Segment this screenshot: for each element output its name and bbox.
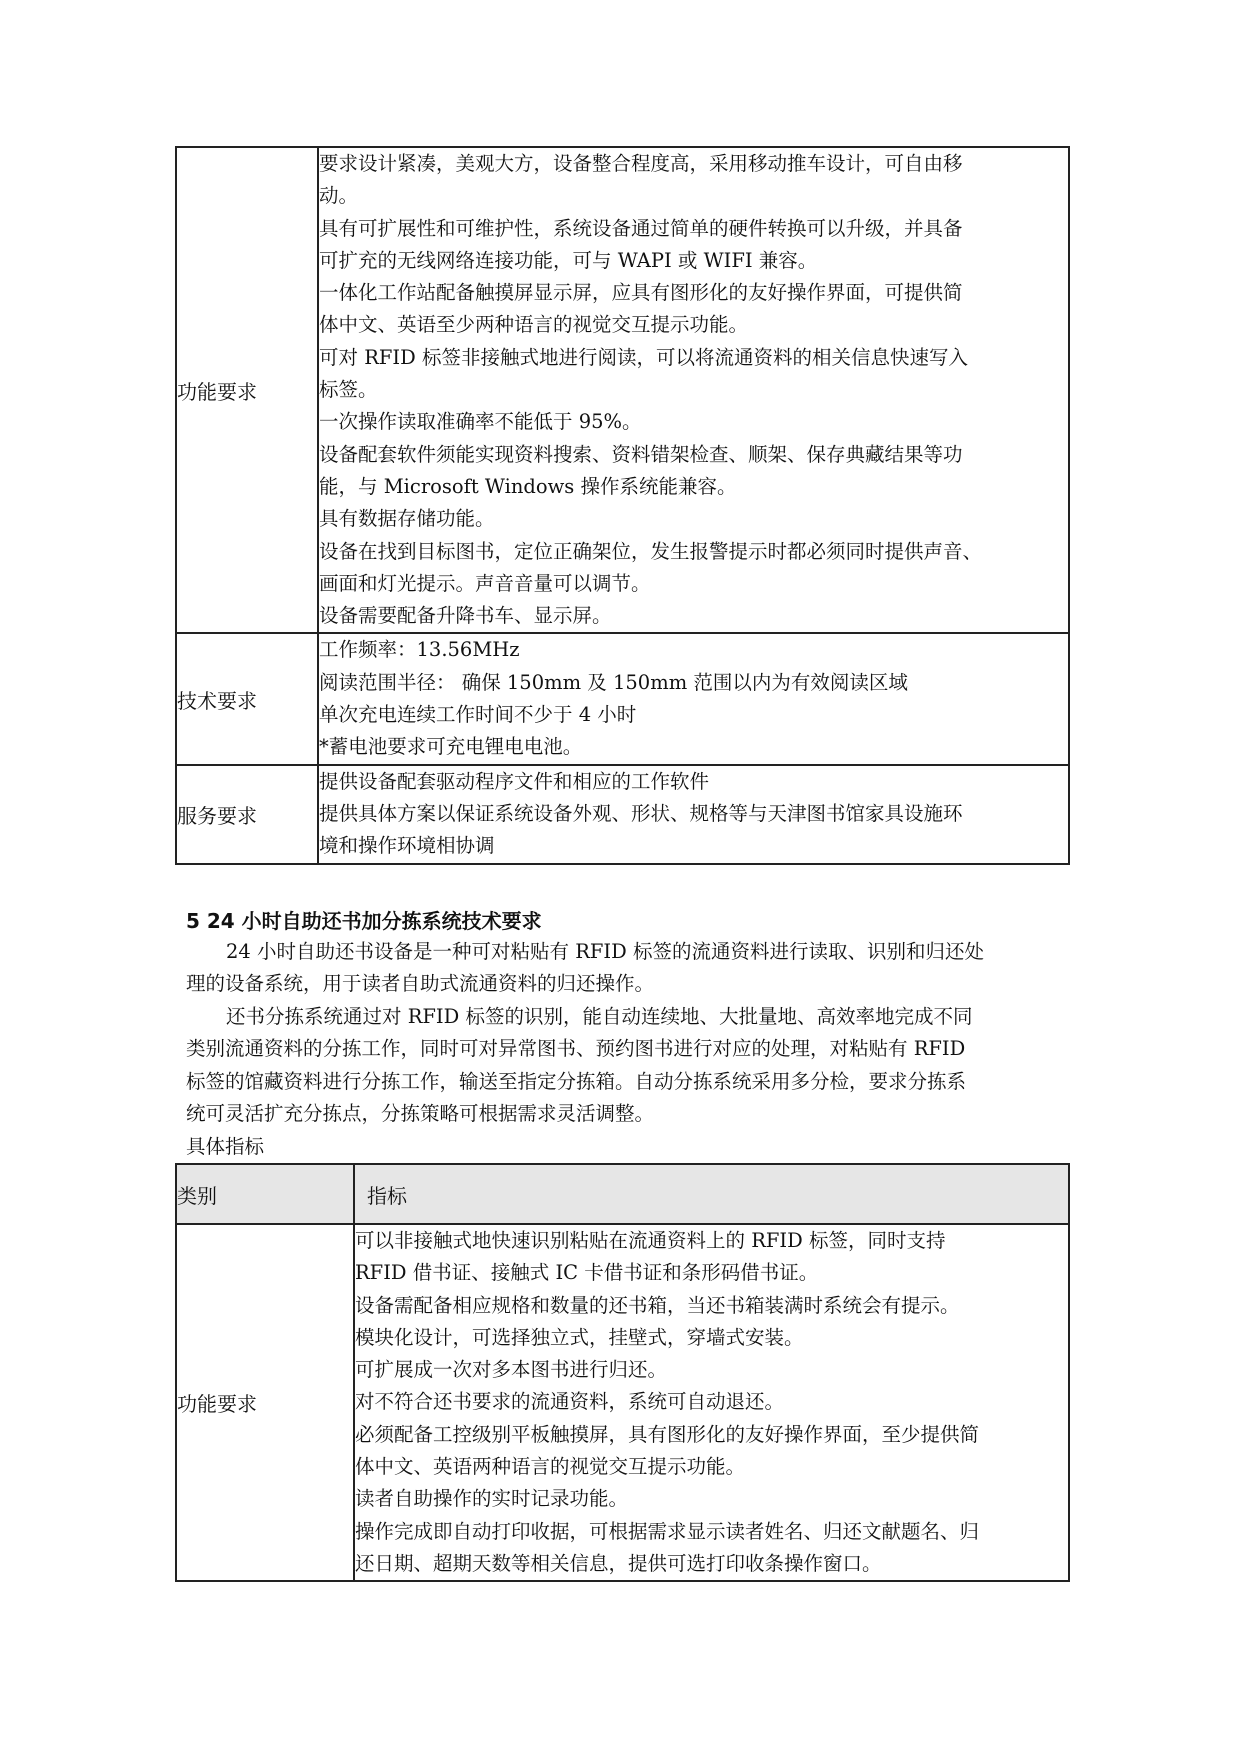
requirement-line: 设备配套软件须能实现资料搜索、资料错架检查、顺架、保存典藏结果等功 <box>319 442 963 466</box>
requirement-line: 动。 <box>319 184 359 208</box>
requirement-line: 阅读范围半径： 确保 150mm 及 150mm 范围以内为有效阅读区域 <box>319 670 908 694</box>
requirement-line: 可对 RFID 标签非接触式地进行阅读，可以将流通资料的相关信息快速写入 <box>319 345 968 369</box>
row-category: 功能要求 <box>176 1224 354 1581</box>
requirement-line: 可扩充的无线网络连接功能，可与 WAPI 或 WIFI 兼容。 <box>319 248 818 272</box>
requirement-line: 具有数据存储功能。 <box>319 507 495 531</box>
requirement-line: *蓄电池要求可充电锂电电池。 <box>319 735 583 759</box>
table-row <box>176 765 1069 864</box>
requirement-line: 画面和灯光提示。声音音量可以调节。 <box>319 571 651 595</box>
requirement-line: 一体化工作站配备触摸屏显示屏，应具有图形化的友好操作界面，可提供简 <box>319 281 963 305</box>
table-header-row <box>176 1164 1069 1224</box>
requirement-line: RFID 借书证、接触式 IC 卡借书证和条形码借书证。 <box>355 1261 819 1285</box>
requirement-line: 体中文、英语两种语言的视觉交互提示功能。 <box>355 1455 746 1479</box>
paragraph-line: 24 小时自助还书设备是一种可对粘贴有 RFID 标签的流通资料进行读取、识别和归还处 <box>226 940 984 963</box>
requirement-line: 标签。 <box>319 378 378 402</box>
section-heading: 5 24 小时自助还书加分拣系统技术要求 <box>186 909 542 933</box>
intro-paragraph <box>186 936 1056 1001</box>
requirement-line: 设备在找到目标图书，定位正确架位，发生报警提示时都必须同时提供声音、 <box>319 539 983 563</box>
paragraph-line: 理的设备系统，用于读者自助式流通资料的归还操作。 <box>186 972 655 996</box>
spec-table-1-body <box>176 147 1069 864</box>
requirement-line: 读者自助操作的实时记录功能。 <box>355 1487 629 1511</box>
table-row <box>176 633 1069 764</box>
requirement-line: 提供设备配套驱动程序文件和相应的工作软件 <box>319 769 710 793</box>
requirement-line: 对不符合还书要求的流通资料，系统可自动退还。 <box>355 1390 785 1414</box>
requirement-line: 工作频率：13.56MHz <box>319 638 520 662</box>
sorting-paragraph <box>186 1001 1056 1130</box>
table-row <box>176 1224 1069 1581</box>
requirement-line: 能，与 Microsoft Windows 操作系统能兼容。 <box>319 474 737 498</box>
spec-label: 具体指标 <box>186 1135 265 1158</box>
requirement-line: 操作完成即自动打印收据，可根据需求显示读者姓名、归还文献题名、归 <box>355 1519 980 1543</box>
row-category: 功能要求 <box>176 147 318 633</box>
requirement-line: 可扩展成一次对多本图书进行归还。 <box>355 1358 668 1382</box>
paragraph-line: 标签的馆藏资料进行分拣工作，输送至指定分拣箱。自动分拣系统采用多分检，要求分拣系 <box>186 1069 967 1093</box>
requirement-line: 提供具体方案以保证系统设备外观、形状、规格等与天津图书馆家具设施环 <box>319 801 963 825</box>
table-row <box>176 147 1069 633</box>
requirement-line: 一次操作读取准确率不能低于 95%。 <box>319 410 642 434</box>
header-indicator: 指标 <box>354 1164 1069 1224</box>
requirement-line: 还日期、超期天数等相关信息，提供可选打印收条操作窗口。 <box>355 1551 882 1575</box>
spec-table-1 <box>175 146 1070 865</box>
requirement-line: 必须配备工控级别平板触摸屏，具有图形化的友好操作界面，至少提供简 <box>355 1422 980 1446</box>
row-content <box>318 765 1069 864</box>
requirement-line: 具有可扩展性和可维护性，系统设备通过简单的硬件转换可以升级，并具备 <box>319 216 963 240</box>
requirement-line: 可以非接触式地快速识别粘贴在流通资料上的 RFID 标签，同时支持 <box>355 1229 946 1252</box>
requirement-line: 单次充电连续工作时间不少于 4 小时 <box>319 703 637 727</box>
requirement-line: 设备需要配备升降书车、显示屏。 <box>319 604 612 628</box>
paragraph-line: 统可灵活扩充分拣点，分拣策略可根据需求灵活调整。 <box>186 1101 655 1125</box>
paragraph-line: 还书分拣系统通过对 RFID 标签的识别，能自动连续地、大批量地、高效率地完成不同 <box>226 1005 973 1028</box>
row-category: 服务要求 <box>176 765 318 864</box>
requirement-line: 境和操作环境相协调 <box>319 834 495 858</box>
spec-table-2-body <box>176 1164 1069 1581</box>
row-category: 技术要求 <box>176 633 318 764</box>
requirement-line: 体中文、英语至少两种语言的视觉交互提示功能。 <box>319 313 749 337</box>
requirement-line: 设备需配备相应规格和数量的还书箱，当还书箱装满时系统会有提示。 <box>355 1293 960 1317</box>
spec-table-2 <box>175 1163 1070 1582</box>
row-content <box>318 633 1069 764</box>
row-content <box>318 147 1069 633</box>
requirement-line: 模块化设计，可选择独立式，挂壁式，穿墙式安装。 <box>355 1325 804 1349</box>
row-content <box>354 1224 1069 1581</box>
requirement-line: 要求设计紧凑，美观大方，设备整合程度高，采用移动推车设计，可自由移 <box>319 152 963 175</box>
paragraph-line: 类别流通资料的分拣工作，同时可对异常图书、预约图书进行对应的处理，对粘贴有 RFID <box>186 1037 966 1061</box>
header-category: 类别 <box>176 1164 354 1224</box>
